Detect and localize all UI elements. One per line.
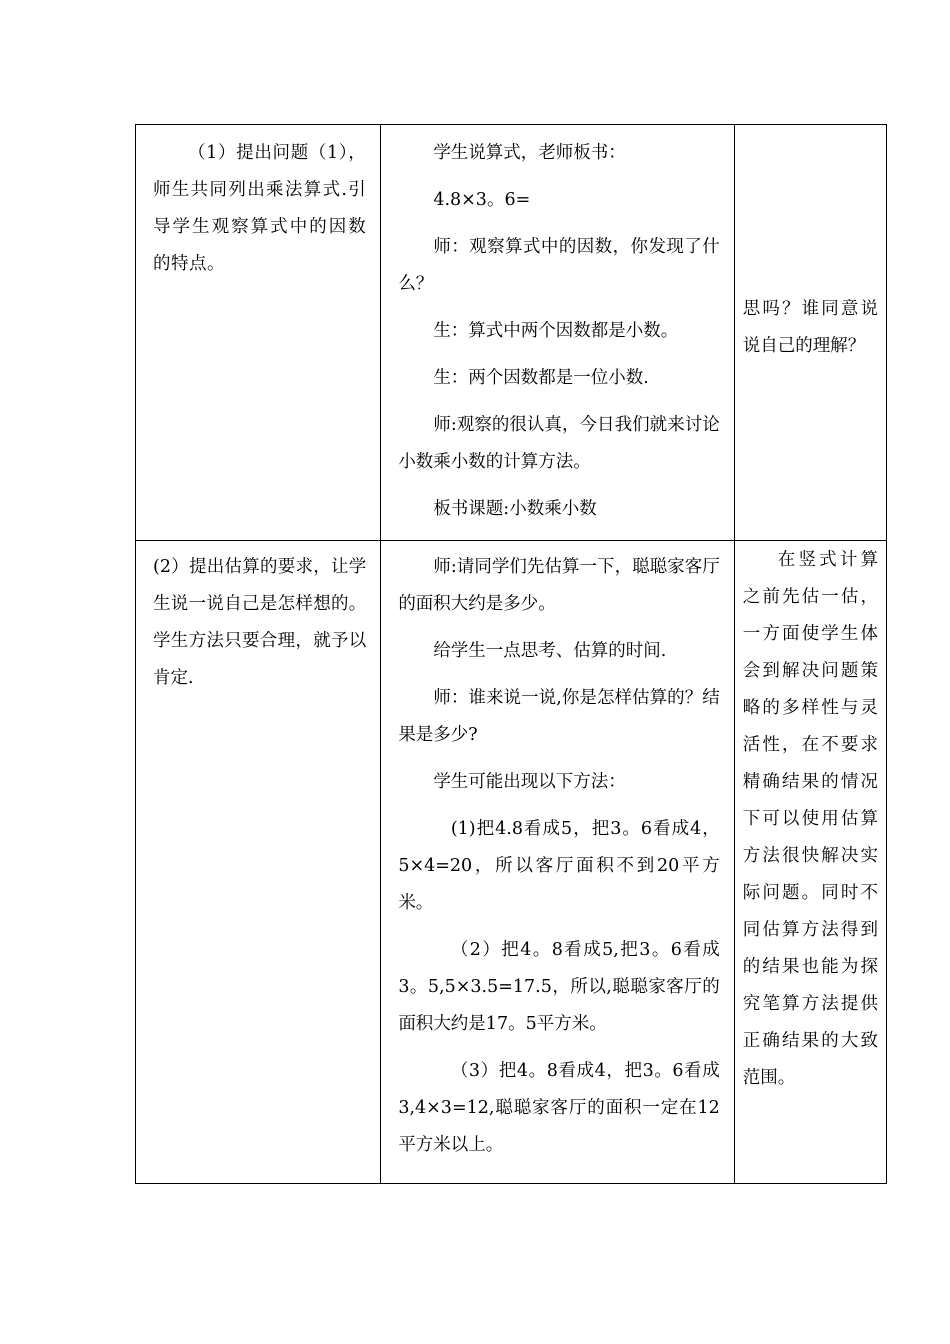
design-cell	[136, 541, 381, 1184]
design-text	[136, 125, 380, 283]
activity-paragraph: 板书课题:小数乘小数	[433, 499, 597, 519]
note-text	[735, 125, 886, 365]
activity-text	[381, 541, 733, 1164]
activity-cell	[381, 125, 734, 541]
activity-paragraph: 学生说算式，老师板书：	[433, 143, 626, 163]
activity-paragraph: （2）把4。8看成5,把3。6看成3。5,5×3.5=17.5，所以,聪聪家客厅的面积大约是17。5平方米。	[398, 940, 720, 1034]
activity-paragraph: 师：观察算式中的因数，你发现了什么？	[398, 237, 720, 294]
activity-paragraph: 生：算式中两个因数都是小数。	[433, 321, 679, 341]
lesson-plan-table	[135, 124, 887, 1184]
activity-paragraph: (1)把4.8看成5，把3。6看成4，5×4=20，所以客厅面积不到20平方米。	[398, 819, 720, 913]
note-cell	[734, 541, 886, 1184]
table-row	[136, 125, 887, 541]
activity-paragraph: 4.8×3。6=	[433, 190, 531, 210]
activity-paragraph: 师：谁来说一说,你是怎样估算的？结果是多少?	[398, 688, 720, 745]
table-row	[136, 541, 887, 1184]
note-paragraph: 思吗？谁同意说说自己的理解？	[742, 299, 878, 356]
design-cell	[136, 125, 381, 541]
note-paragraph: 在竖式计算之前先估一估，一方面使学生体会到解决问题策略的多样性与灵活性，在不要求精确结果的情况下可以使用估算方法很快解决实际问题。同时不同估算方法得到的结果也能为探究笔算方法提供正确结果的大致范围。	[742, 550, 878, 1088]
activity-cell	[381, 541, 734, 1184]
activity-paragraph: 师:请同学们先估算一下，聪聪家客厅的面积大约是多少。	[398, 557, 720, 614]
activity-paragraph: 学生可能出现以下方法：	[433, 772, 626, 792]
note-cell	[734, 125, 886, 541]
activity-paragraph: 师:观察的很认真，今日我们就来讨论小数乘小数的计算方法。	[398, 415, 720, 472]
activity-paragraph: 给学生一点思考、估算的时间.	[433, 641, 667, 661]
design-paragraph: （1）提出问题（1），师生共同列出乘法算式.引导学生观察算式中的因数的特点。	[153, 143, 367, 274]
design-text	[136, 541, 380, 697]
design-paragraph: (2）提出估算的要求，让学生说一说自己是怎样想的。学生方法只要合理，就予以肯定.	[153, 557, 367, 688]
activity-paragraph: （3）把4。8看成4，把3。6看成3,4×3=12,聪聪家客厅的面积一定在12平方米以上。	[398, 1061, 720, 1155]
note-text	[735, 541, 886, 1097]
activity-paragraph: 生：两个因数都是一位小数.	[433, 368, 649, 388]
activity-text	[381, 125, 733, 528]
